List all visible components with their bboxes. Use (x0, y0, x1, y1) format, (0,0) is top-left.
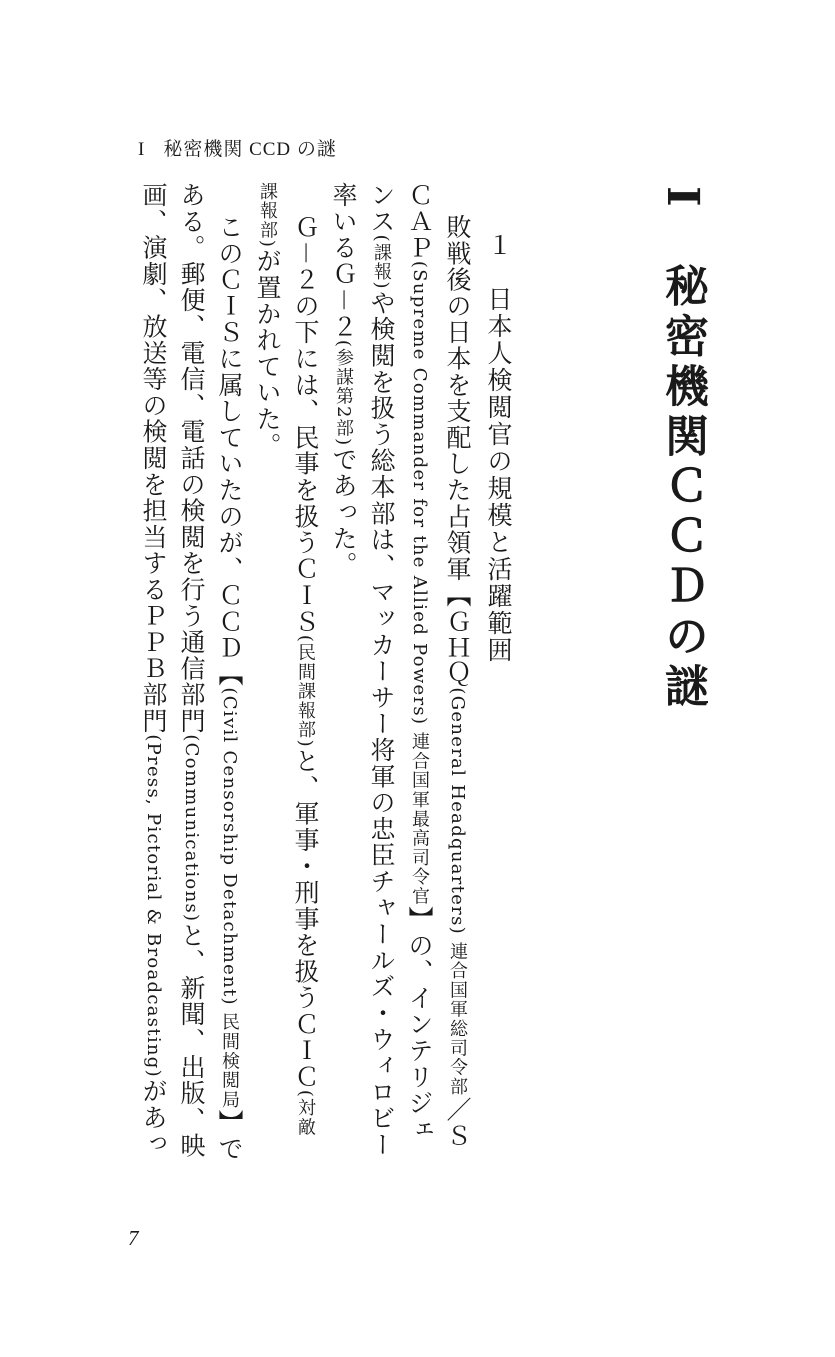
body-text: ／Ｓ (443, 1096, 472, 1149)
gloss-text: (Communications) (181, 734, 202, 923)
body-text: や検閲を扱う総本部は、マッカーサー将軍の忠臣チャールズ・ウィロビー (367, 289, 396, 1158)
gloss-text: (対敵 (295, 1089, 316, 1137)
gloss-text: (General Headquarters) 連合国軍総司令部 (447, 687, 468, 1097)
body-text: 】で (215, 1109, 244, 1163)
gloss-text: (民間課報部) (295, 634, 316, 748)
body-line-8 (172, 182, 210, 1159)
body-text: ＣＡＰ (405, 182, 434, 261)
gloss-text: (課報) (371, 234, 392, 290)
body-line-9 (134, 182, 172, 1157)
body-line-4 (324, 182, 362, 578)
body-text: Ｇ－２の下には、民事を扱うＣＩＳ (291, 214, 320, 635)
running-head (138, 134, 337, 161)
section-title: １ 日本人検閲官の規模と活躍範囲 (484, 232, 513, 664)
chapter-title: I 秘密機関ＣＣＤの謎 (657, 186, 708, 713)
gloss-text: (Press, Pictorial & Broadcasting) (143, 734, 164, 1078)
gloss-text: (Supreme Commander for the Allied Powers) 連合国軍最高司令官 (409, 260, 430, 907)
body-text: 敗戦後の日本を支配した占領軍【ＧＨＱ (443, 214, 472, 688)
body-text: が置かれていた。 (253, 248, 282, 459)
body-line-1 (438, 214, 476, 1149)
body-text: であった。 (329, 446, 358, 578)
body-text: ンス (367, 182, 396, 235)
body-line-2 (400, 182, 438, 1143)
body-text: 画、演劇、放送等の検閲を担当するＰＰＢ部門 (139, 182, 168, 735)
body-text: と、新聞、出版、映 (177, 922, 206, 1160)
body-line-6 (248, 182, 286, 459)
body-text: このＣＩＳに属していたのが、ＣＣＤ【 (215, 214, 244, 688)
body-text: 】の、インテリジェ (405, 906, 434, 1143)
body-text: と、軍事・刑事を扱うＣＩＣ (291, 747, 320, 1090)
body-line-3 (362, 182, 400, 1158)
body-line-5 (286, 214, 324, 1137)
gloss-text: (Civil Censorship Detachment) 民間検閲局 (219, 687, 240, 1110)
body-text: があっ (139, 1077, 168, 1157)
running-head-title: 秘密機関 CCD の謎 (163, 139, 337, 160)
body-text: ある。郵便、電信、電話の検閲を行う通信部門 (177, 182, 206, 735)
running-head-number: I (138, 139, 146, 160)
gloss-text: 課報部) (257, 182, 278, 249)
body-line-7 (210, 214, 248, 1162)
body-text: 率いるＧ－２ (329, 182, 358, 340)
gloss-text: (参謀第2部) (333, 339, 354, 447)
page-number: 7 (128, 1226, 139, 1250)
